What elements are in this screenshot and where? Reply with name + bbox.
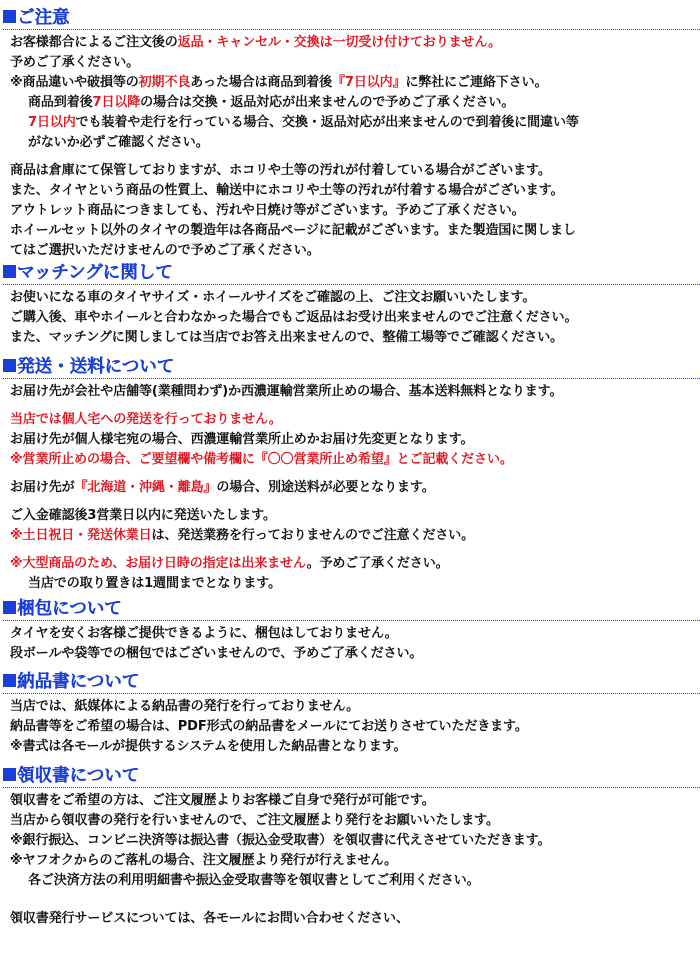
text-line: がないか必ずご確認ください。 bbox=[28, 135, 209, 150]
dotted-divider bbox=[3, 693, 700, 694]
text-line: ※ヤフオクからのご落札の場合、注文履歴より発行が行えません。 bbox=[10, 853, 398, 868]
text-line: 当店では、紙媒体による納品書の発行を行っておりません。 bbox=[10, 699, 360, 714]
text-line: 商品到着後7日以降の場合は交換・返品対応が出来ませんので予めご了承ください。 bbox=[28, 95, 515, 110]
text-line: 予めご了承ください。 bbox=[10, 55, 140, 70]
text-line: ※書式は各モールが提供するシステムを使用した納品書となります。 bbox=[10, 739, 407, 754]
text-line: 当店から領収書の発行を行いませんので、ご注文履歴より発行をお願いいたします。 bbox=[10, 813, 499, 828]
section-heading-delivery-note: 納品書について bbox=[3, 668, 700, 694]
text-line: 7日以内でも装着や走行を行っている場合、交換・返品対応が出来ませんので到着後に間違い等 bbox=[28, 115, 579, 130]
square-bullet-icon bbox=[3, 10, 16, 23]
square-bullet-icon bbox=[3, 265, 16, 278]
text-line: アウトレット商品につきましても、汚れや日焼け等がございます。予めご了承ください。 bbox=[10, 203, 525, 218]
section-heading-notice: ご注意 bbox=[3, 4, 700, 30]
dotted-divider bbox=[3, 284, 700, 285]
text-line: また、タイヤという商品の性質上、輸送中にホコリや土等の汚れが付着する場合がございます。 bbox=[10, 183, 564, 198]
warning-text: 当店では個人宅への発送を行っておりません。 bbox=[10, 412, 282, 427]
warning-text: 返品・キャンセル・交換は一切受け付けておりません。 bbox=[177, 35, 501, 50]
warning-text: ※営業所止めの場合、ご要望欄や備考欄に『〇〇営業所止め希望』とご記載ください。 bbox=[10, 452, 513, 467]
dotted-divider bbox=[3, 620, 700, 621]
text-line: ※大型商品のため、お届け日時の指定は出来ません。予めご了承ください。 bbox=[10, 556, 449, 571]
section-matching bbox=[0, 259, 700, 348]
section-heading-receipt: 領収書について bbox=[3, 762, 700, 788]
section-receipt bbox=[0, 762, 700, 929]
text-line: お届け先が会社や店舗等(業種問わず)か西濃運輸営業所止めの場合、基本送料無料となります。 bbox=[10, 384, 563, 399]
text-line: 領収書発行サービスについては、各モールにお問い合わせください、 bbox=[10, 911, 409, 926]
text-line: 段ボールや袋等での梱包ではございませんので、予めご了承ください。 bbox=[10, 646, 423, 661]
text-line: お届け先が個人様宅宛の場合、西濃運輸営業所止めかお届け先変更となります。 bbox=[10, 432, 474, 447]
section-shipping bbox=[0, 353, 700, 594]
dotted-divider bbox=[3, 29, 700, 30]
text-line: お届け先が『北海道・沖縄・離島』の場合、別途送料が必要となります。 bbox=[10, 480, 435, 495]
square-bullet-icon bbox=[3, 601, 16, 614]
text-line: ホイールセット以外のタイヤの製造年は各商品ページに記載がございます。また製造国に関しまし bbox=[10, 223, 576, 238]
dotted-divider bbox=[3, 787, 700, 788]
section-packing bbox=[0, 595, 700, 664]
text-line: お客様都合によるご注文後の返品・キャンセル・交換は一切受け付けておりません。 bbox=[10, 35, 501, 50]
text-line: ※商品違いや破損等の初期不良あった場合は商品到着後『7日以内』に弊社にご連絡下さい。 bbox=[10, 75, 548, 90]
text-line: 当店での取り置きは1週間までとなります。 bbox=[28, 576, 282, 591]
text-line: お使いになる車のタイヤサイズ・ホイールサイズをご確認の上、ご注文お願いいたします。 bbox=[10, 290, 536, 305]
text-line: また、マッチングに関しましては当店でお答え出来ませんので、整備工場等でご確認ください。 bbox=[10, 330, 564, 345]
text-line: 領収書をご希望の方は、ご注文履歴よりお客様ご自身で発行が可能です。 bbox=[10, 793, 435, 808]
text-line: てはご選択いただけませんので予めご了承ください。 bbox=[10, 243, 320, 258]
text-line: 納品書等をご希望の場合は、PDF形式の納品書をメールにてお送りさせていただきます。 bbox=[10, 719, 528, 734]
text-line: ※土日祝日・発送休業日は、発送業務を行っておりませんのでご注意ください。 bbox=[10, 528, 475, 543]
text-line: ご入金確認後3営業日以内に発送いたします。 bbox=[10, 508, 276, 523]
section-heading-packing: 梱包について bbox=[3, 595, 700, 621]
section-notice bbox=[0, 4, 700, 261]
dotted-divider bbox=[3, 378, 700, 379]
section-heading-shipping: 発送・送料について bbox=[3, 353, 700, 379]
square-bullet-icon bbox=[3, 674, 16, 687]
text-line: ※銀行振込、コンビニ決済等は振込書（振込金受取書）を領収書に代えさせていただきます。 bbox=[10, 833, 551, 848]
text-line: タイヤを安くお客様ご提供できるように、梱包はしておりません。 bbox=[10, 626, 398, 641]
text-line: 商品は倉庫にて保管しておりますが、ホコリや土等の汚れが付着している場合がございます。 bbox=[10, 163, 551, 178]
text-line: 各ご決済方法の利用明細書や振込金受取書等を領収書としてご利用ください。 bbox=[28, 873, 480, 888]
square-bullet-icon bbox=[3, 359, 16, 372]
section-delivery-note bbox=[0, 668, 700, 757]
section-heading-matching: マッチングに関して bbox=[3, 259, 700, 285]
square-bullet-icon bbox=[3, 768, 16, 781]
text-line: ご購入後、車やホイールと合わなかった場合でもご返品はお受け出来ませんのでご注意ください。 bbox=[10, 310, 578, 325]
